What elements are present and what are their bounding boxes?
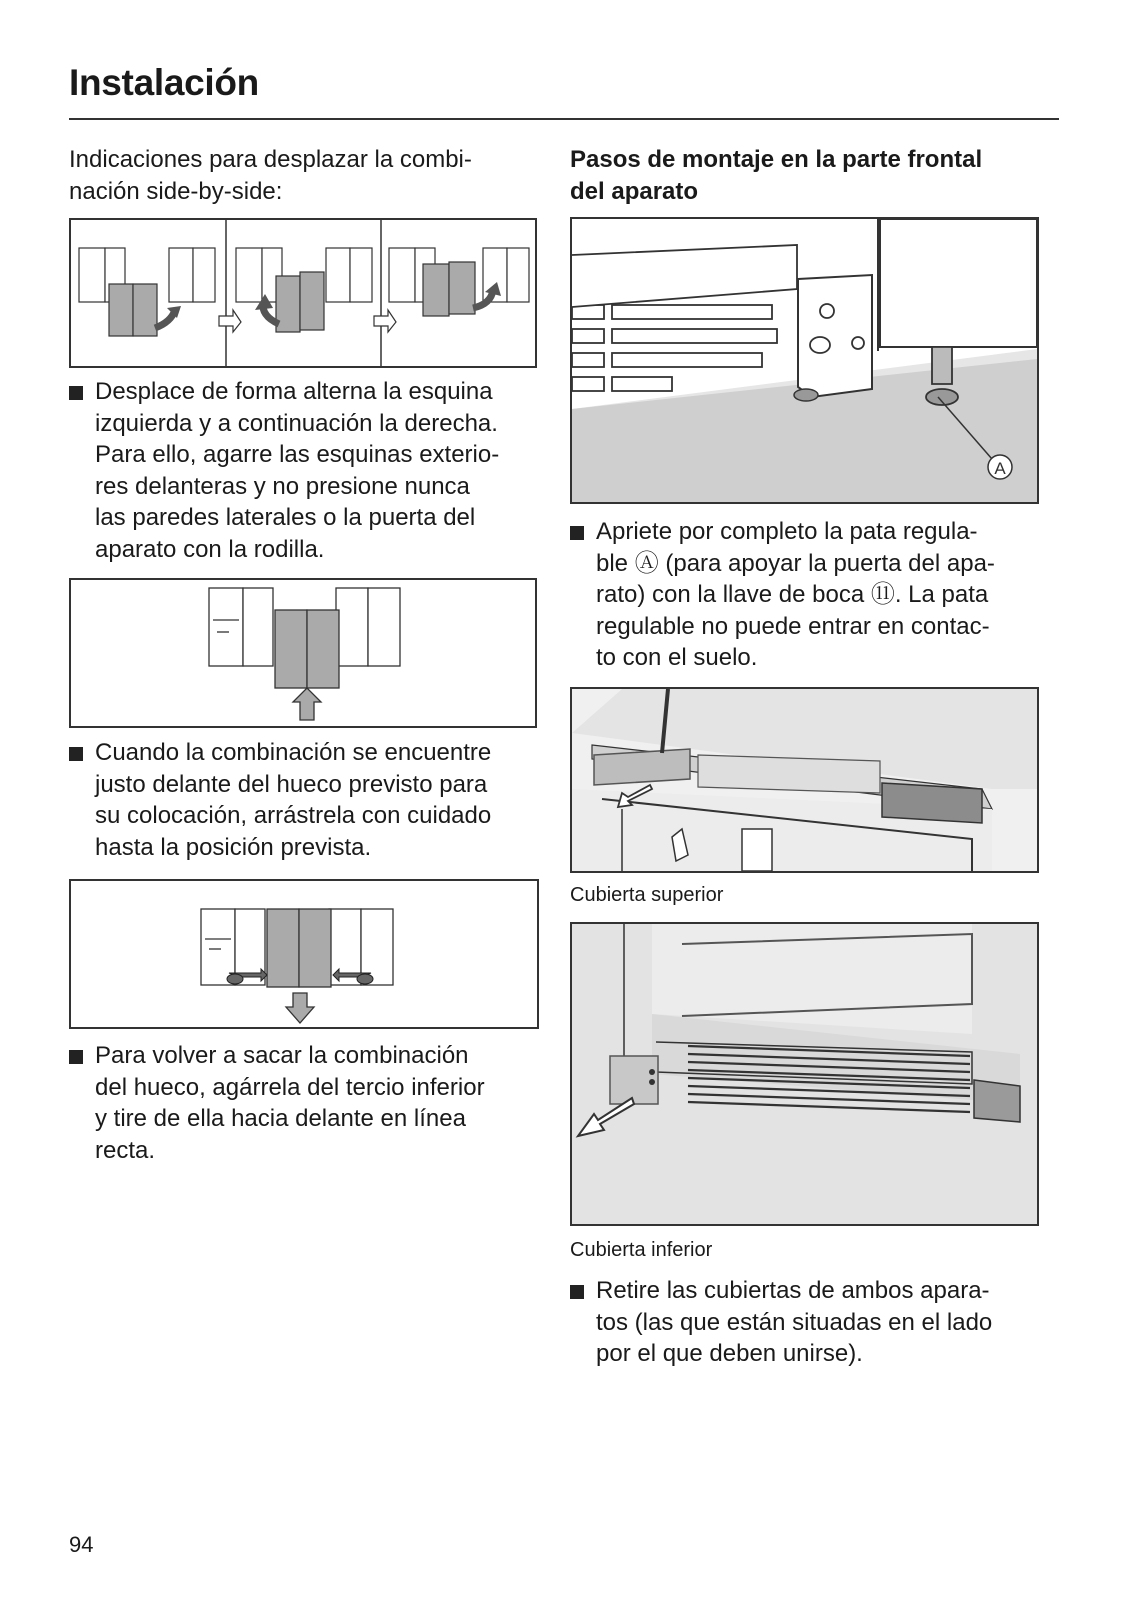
callout-label-a: A xyxy=(994,459,1006,478)
text-line: hasta la posición prevista. xyxy=(95,833,372,861)
text-line: Retire las cubiertas de ambos apara- xyxy=(596,1277,990,1304)
figure-pull-out-of-niche xyxy=(69,879,539,1029)
text-line: Para volver a sacar la combinación xyxy=(95,1042,469,1069)
text-line: regulable no puede entrar en contac- xyxy=(596,612,990,640)
text-line: Para ello, agarre las esquinas exterio- xyxy=(95,441,500,469)
bullet-marker xyxy=(69,386,83,400)
text-line: por el que deben unirse). xyxy=(596,1340,863,1368)
figure-adjustable-foot xyxy=(570,217,1039,504)
text-line: tos (las que están situadas en el lado xyxy=(596,1308,993,1336)
text-line: Indicaciones para desplazar la combi- xyxy=(69,146,472,173)
text-line: justo delante del hueco previsto para xyxy=(95,770,488,798)
bullet-marker xyxy=(69,1050,83,1064)
bullet-marker xyxy=(570,526,584,540)
bullet-pull-out xyxy=(69,1040,485,1166)
text-line: las paredes laterales o la puerta del xyxy=(95,504,476,532)
bullet-marker xyxy=(570,1285,584,1299)
text-line: del aparato xyxy=(570,177,699,205)
figure-push-into-niche xyxy=(69,578,537,728)
text-line: su colocación, arrástrela con cuidado xyxy=(95,802,492,830)
text-line: to con el suelo. xyxy=(596,644,758,672)
text-line: ble Ⓐ (para apoyar la puerta del apa- xyxy=(596,549,995,577)
page-number: 94 xyxy=(69,1532,94,1557)
section-heading xyxy=(570,144,982,207)
text-line: izquierda y a continuación la derecha. xyxy=(95,409,498,437)
bullet-marker xyxy=(69,747,83,761)
bullet-remove-covers xyxy=(570,1275,992,1370)
text-line: del hueco, agárrela del tercio inferior xyxy=(95,1073,485,1101)
figure-bottom-cover xyxy=(570,922,1039,1226)
caption-top-cover: Cubierta superior xyxy=(570,884,724,906)
page-title: Instalación xyxy=(69,62,259,103)
figure-alternating-corners xyxy=(69,218,537,368)
figure-top-cover xyxy=(570,687,1039,873)
text-line: res delanteras y no presione nunca xyxy=(95,472,470,500)
text-line: nación side-by-side: xyxy=(69,177,283,205)
text-line: rato) con la llave de boca ⑪. La pata xyxy=(596,581,989,609)
title-rule xyxy=(69,118,1059,120)
text-line: y tire de ella hacia delante en línea xyxy=(95,1105,466,1133)
bullet-tighten-foot xyxy=(570,516,995,674)
text-line: Pasos de montaje en la parte frontal xyxy=(570,146,983,173)
caption-bottom-cover: Cubierta inferior xyxy=(570,1239,713,1261)
text-line: Apriete por completo la pata regula- xyxy=(596,518,978,545)
bullet-alternate-corners xyxy=(69,376,499,566)
text-line: Desplace de forma alterna la esquina xyxy=(95,378,493,405)
intro-paragraph xyxy=(69,144,472,207)
text-line: Cuando la combinación se encuentre xyxy=(95,739,492,766)
bullet-drag-into-position xyxy=(69,737,491,863)
text-line: aparato con la rodilla. xyxy=(95,535,325,563)
text-line: recta. xyxy=(95,1136,156,1164)
